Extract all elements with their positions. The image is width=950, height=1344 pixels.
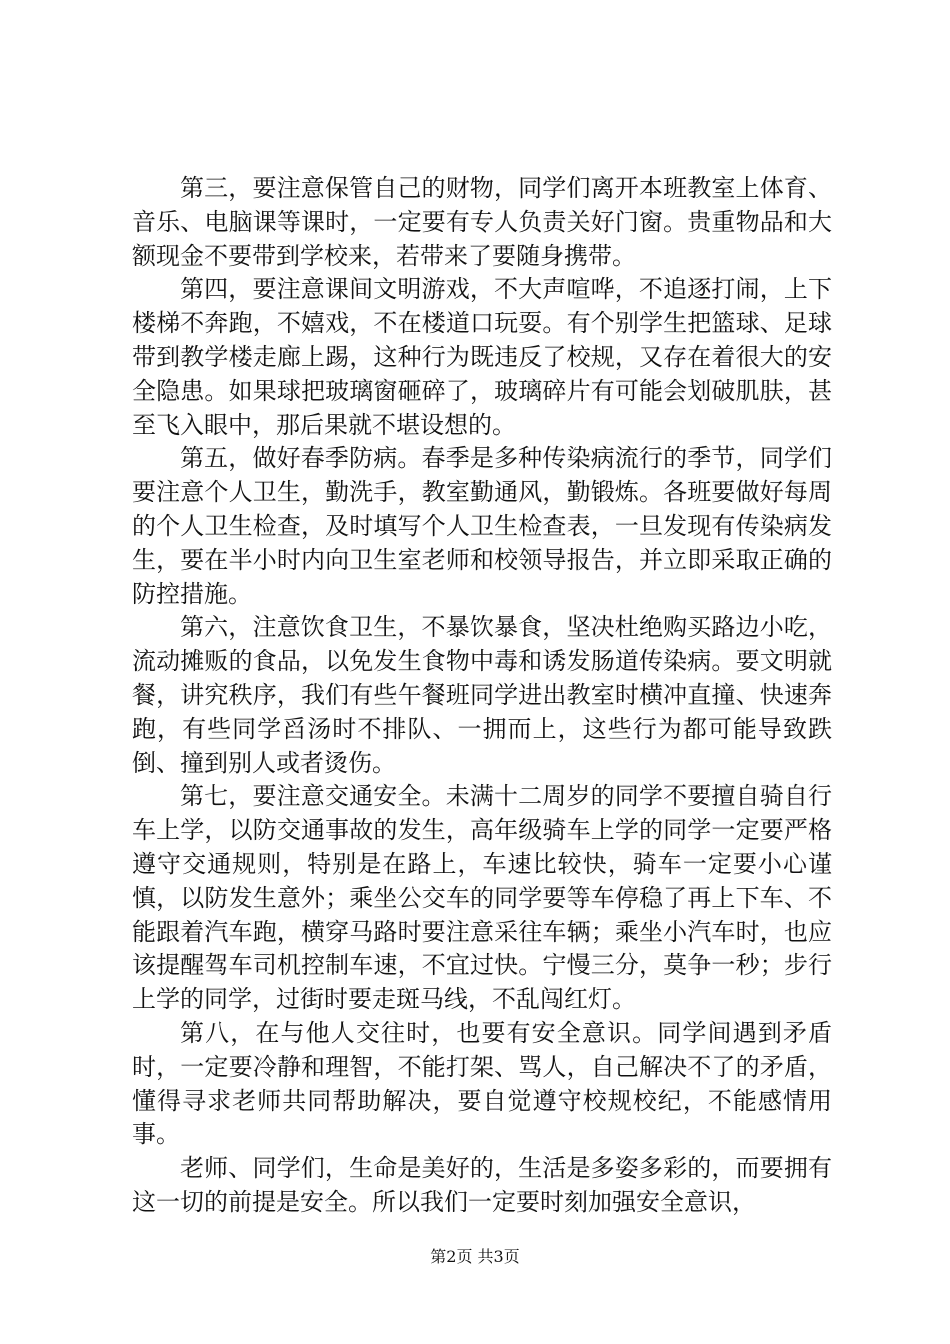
- paragraph-closing: 老师、同学们，生命是美好的，生活是多姿多彩的，而要拥有这一切的前提是安全。所以我们一定要时刻加强安全意识，: [132, 1154, 832, 1216]
- page-footer: 第2页 共3页: [430, 1247, 520, 1266]
- paragraph-7-traffic-safety: 第七，要注意交通安全。未满十二周岁的同学不要擅自骑自行车上学，以防交通事故的发生，高年级骑车上学的同学一定要严格遵守交通规则，特别是在路上，车速比较快，骑车一定要小心谨慎，以防发生意外；乘坐公交车的同学要等车停稳了再上下车、不能跟着汽车跑，横穿马路时要注意采往车辆；乘坐小汽车时，也应该提醒驾车司机控制车速，不宜过快。宁慢三分，莫争一秒；步行上学的同学，过街时要走斑马线，不乱闯红灯。: [132, 782, 832, 1014]
- paragraph-3-property: 第三，要注意保管自己的财物，同学们离开本班教室上体育、音乐、电脑课等课时，一定要有专人负责关好门窗。贵重物品和大额现金不要带到学校来，若带来了要随身携带。: [132, 174, 832, 270]
- paragraph-4-recess-games: 第四，要注意课间文明游戏，不大声喧哗，不追逐打闹，上下楼梯不奔跑，不嬉戏，不在楼道口玩耍。有个别学生把篮球、足球带到教学楼走廊上踢，这种行为既违反了校规，又存在着很大的安全隐患。如果球把玻璃窗砸碎了，玻璃碎片有可能会划破肌肤，甚至飞入眼中，那后果就不堪设想的。: [132, 275, 832, 439]
- body-text: [132, 172, 832, 1220]
- paragraph-8-interpersonal: 第八，在与他人交往时，也要有安全意识。同学间遇到矛盾时，一定要冷静和理智，不能打架、骂人，自己解决不了的矛盾，懂得寻求老师共同帮助解决，要自觉遵守校规校纪，不能感情用事。: [132, 1018, 832, 1149]
- paragraph-5-spring-disease: 第五，做好春季防病。春季是多种传染病流行的季节，同学们要注意个人卫生，勤洗手，教室勤通风，勤锻炼。各班要做好每周的个人卫生检查，及时填写个人卫生检查表，一旦发现有传染病发生，要在半小时内向卫生室老师和校领导报告，并立即采取正确的防控措施。: [132, 444, 832, 608]
- paragraph-6-food-hygiene: 第六，注意饮食卫生，不暴饮暴食，坚决杜绝购买路边小吃，流动摊贩的食品，以免发生食物中毒和诱发肠道传染病。要文明就餐，讲究秩序，我们有些午餐班同学进出教室时横冲直撞、快速奔跑，有些同学舀汤时不排队、一拥而上，这些行为都可能导致跌倒、撞到别人或者烫伤。: [132, 613, 832, 777]
